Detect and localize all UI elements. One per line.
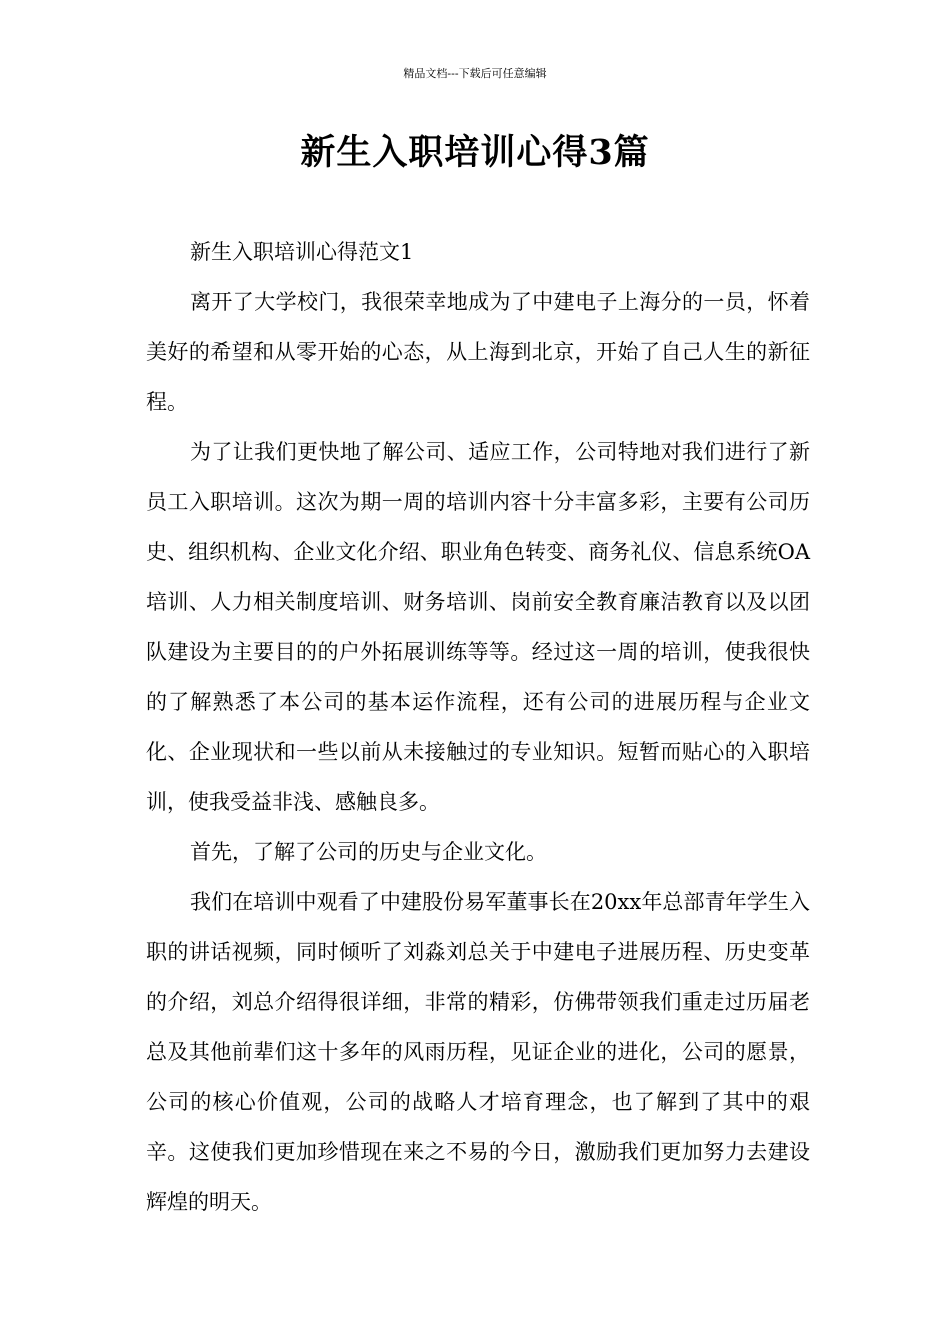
paragraph: 离开了大学校门，我很荣幸地成为了中建电子上海分的一员，怀着美好的希望和从零开始的心态，从上海到北京，开始了自己人生的新征程。 <box>146 290 810 414</box>
document-body <box>146 227 810 1227</box>
document-title: 新生入职培训心得3篇 <box>300 132 650 173</box>
paragraph: 为了让我们更快地了解公司、适应工作，公司特地对我们进行了新员工入职培训。这次为期一周的培训内容十分丰富多彩，主要有公司历史、组织机构、企业文化介绍、职业角色转变、商务礼仪、信息系统OA培训、人力相关制度培训、财务培训、岗前安全教育廉洁教育以及以团队建设为主要目的的户外拓展训练等等。经过这一周的培训，使我很快的了解熟悉了本公司的基本运作流程，还有公司的进展历程与企业文化、企业现状和一些以前从未接触过的专业知识。短暂而贴心的入职培训，使我受益非浅、感触良多。 <box>146 440 810 814</box>
page-header: 精品文档---下载后可任意编辑 <box>403 67 547 80</box>
section-heading: 新生入职培训心得范文1 <box>190 240 414 264</box>
paragraph: 我们在培训中观看了中建股份易军董事长在20xx年总部青年学生入职的讲话视频，同时倾听了刘淼刘总关于中建电子进展历程、历史变革的介绍，刘总介绍得很详细，非常的精彩，仿佛带领我们重走过历届老总及其他前辈们这十多年的风雨历程，见证企业的进化，公司的愿景，公司的核心价值观，公司的战略人才培育理念，也了解到了其中的艰辛。这使我们更加珍惜现在来之不易的今日，激励我们更加努力去建设辉煌的明天。 <box>146 890 810 1214</box>
paragraph: 首先，了解了公司的历史与企业文化。 <box>190 840 547 864</box>
